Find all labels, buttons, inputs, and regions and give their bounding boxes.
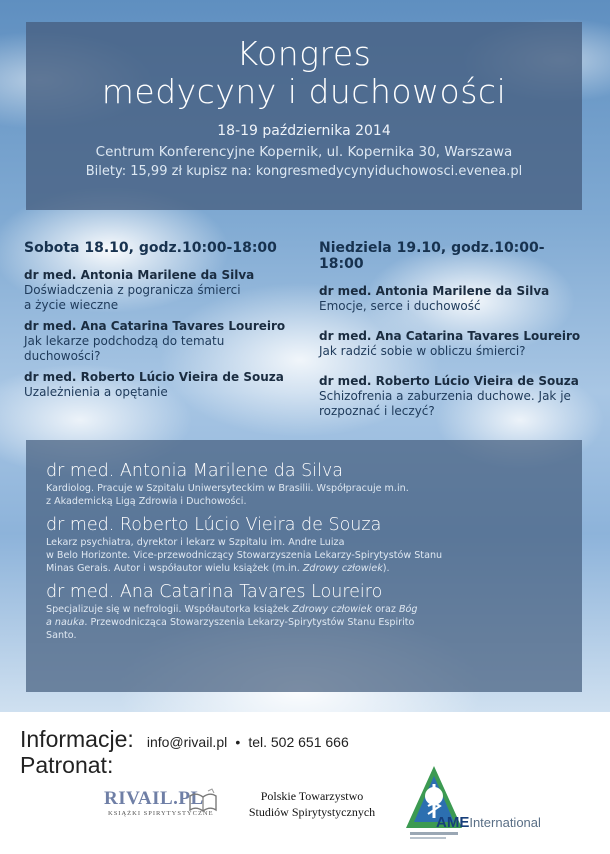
lecture-title: Doświadczenia z pogranicza śmierci [24,283,241,297]
ptss-name-line2: Studiów Spirytystycznych [248,805,376,819]
email-link[interactable]: info@rivail.pl [146,734,228,750]
ame-logo-rest: International [469,815,541,830]
lecture-speaker: dr med. Roberto Lúcio Vieira de Souza [24,370,284,384]
rivail-logo-text: RIVAIL.PL [104,788,204,809]
bio-text [46,616,566,629]
lecture-item [319,284,589,314]
phone-number: tel. 502 651 666 [248,734,349,750]
bio-text-part: Minas Gerais. Autor i współautor wielu książek (m.in. [46,563,303,574]
lecture-item [24,268,294,313]
lecture-title: Uzależnienia a opętanie [24,385,168,399]
book-title: Zdrowy człowiek [292,604,373,615]
bio-name: dr med. Ana Catarina Tavares Loureiro [46,582,383,602]
ame-logo-bold: AME [436,814,470,831]
ptss-name-line1: Polskie Towarzystwo [260,789,364,803]
bio-text-part: Specjalizuje się w nefrologii. Współautorka książek [46,604,293,615]
congress-venue: Centrum Konferencyjne Kopernik, ul. Kopernika 30, Warszawa [95,144,513,160]
footer [0,712,610,854]
congress-title-line2: medycyny i duchowości [101,72,507,111]
lecture-title: rozpoznać i leczyć? [319,404,435,418]
separator-dot: • [235,734,241,750]
congress-title-line1: Kongres [236,34,372,73]
bio-text: z Akademicką Ligą Zdrowia i Duchowości. [46,496,247,507]
rivail-logo [104,788,224,832]
lecture-speaker: dr med. Antonia Marilene da Silva [319,284,550,298]
info-label: Informacje: [20,726,134,752]
lecture-item [319,374,589,419]
lecture-speaker: dr med. Roberto Lúcio Vieira de Souza [319,374,579,388]
speaker-bio [46,460,566,508]
open-book-icon [188,788,218,814]
bio-text-part: . Przewodnicząca Stowarzyszenia Lekarzy-Spirytystów Stanu Espirito [84,617,415,628]
bio-name: dr med. Antonia Marilene da Silva [46,461,344,481]
patronat-label: Patronat: [20,752,114,778]
speaker-bio [46,581,566,642]
book-title: Bóg [398,604,418,615]
contact-row [20,726,349,753]
speaker-bio [46,514,566,575]
title-box [26,22,582,210]
lecture-item [24,319,294,364]
lecture-speaker: dr med. Ana Catarina Tavares Loureiro [24,319,286,333]
lecture-title: duchowości? [24,349,101,363]
bio-name: dr med. Roberto Lúcio Vieira de Souza [46,515,382,535]
lecture-item [319,329,589,359]
sunday-heading: Niedziela 19.10, godz.10:00-18:00 [319,240,545,272]
rivail-logo-tagline: KSIĄŻKI SPIRYTYSTYCZNE [108,810,214,817]
speaker-bios-box [26,440,582,692]
bio-text [46,562,566,575]
bio-text-part: ). [382,563,390,574]
saturday-heading: Sobota 18.10, godz.10:00-18:00 [24,240,277,256]
lecture-title: a życie wieczne [24,298,119,312]
ame-international-logo [398,762,548,852]
bio-text: Kardiolog. Pracuje w Szpitalu Uniwersyteckim w Brasilii. Współpracuje m.in. [46,483,409,494]
sunday-schedule [319,240,589,434]
congress-dates: 18-19 października 2014 [217,123,391,139]
bio-text: Lekarz psychiatra, dyrektor i lekarz w Szpitalu im. Andre Luiza [46,537,345,548]
bio-text-part: oraz [372,604,399,615]
ticket-info: Bilety: 15,99 zł kupisz na: kongresmedycynyiduchowosci.evenea.pl [85,164,523,179]
lecture-speaker: dr med. Antonia Marilene da Silva [24,268,255,282]
ame-logo-text [436,814,541,831]
lecture-title: Emocje, serce i duchowość [319,299,481,313]
lecture-title: Jak lekarze podchodzą do tematu [24,334,225,348]
lecture-title: Schizofrenia a zaburzenia duchowe. Jak je [319,389,571,403]
bio-text: w Belo Horizonte. Vice-przewodniczący Stowarzyszenia Lekarzy-Spirytystów Stanu [46,550,443,561]
book-title: a nauka [46,617,85,628]
bio-text [46,603,566,616]
lecture-title: Jak radzić sobie w obliczu śmierci? [319,344,526,358]
lecture-item [24,370,294,400]
ptss-logo [232,788,392,820]
saturday-schedule [24,240,294,406]
lecture-speaker: dr med. Ana Catarina Tavares Loureiro [319,329,581,343]
bio-text: Santo. [46,630,77,641]
book-title: Zdrowy człowiek [302,563,383,574]
